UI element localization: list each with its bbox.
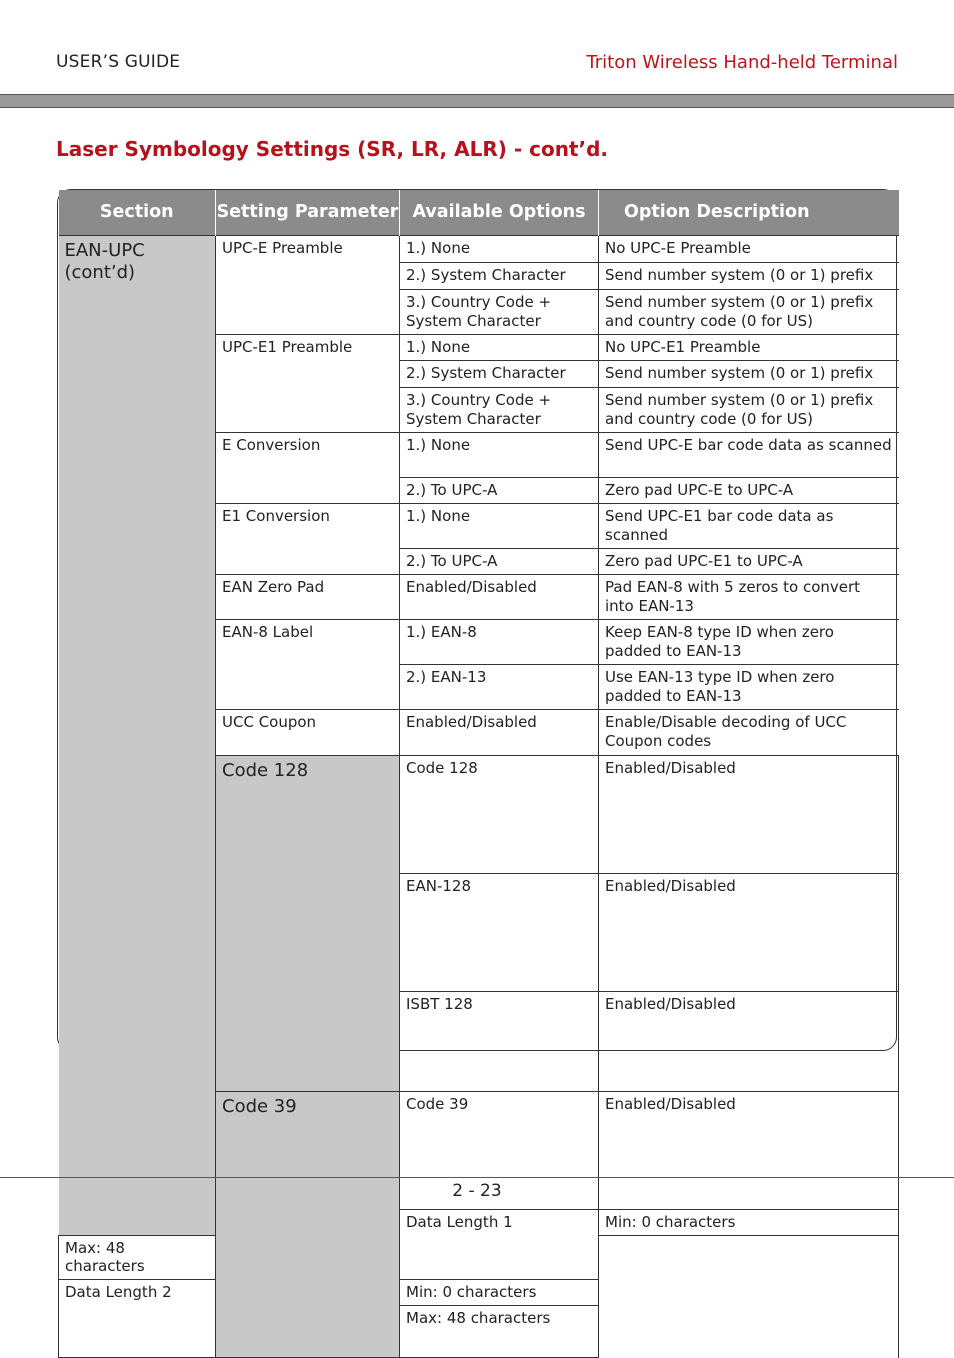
description-cell: Send number system (0 or 1) prefix xyxy=(599,263,899,290)
column-header-section: Section xyxy=(59,190,216,236)
description-cell: Keep EAN-8 type ID when zero padded to EAN-13 xyxy=(599,620,899,665)
section-cell-ean-upc: EAN-UPC (cont’d) xyxy=(59,236,216,1236)
parameter-cell: UCC Coupon xyxy=(216,710,400,756)
parameter-cell: Code 39 xyxy=(400,1091,599,1209)
option-cell: 1.) None xyxy=(400,504,599,549)
table-row xyxy=(59,1279,899,1305)
description-cell: Zero pad UPC-E1 to UPC-A xyxy=(599,549,899,575)
option-cell: 1.) EAN-8 xyxy=(400,620,599,665)
option-cell: 2.) To UPC-A xyxy=(400,478,599,504)
description-cell: Send UPC-E1 bar code data as scanned xyxy=(599,504,899,549)
option-cell: Enabled/Disabled xyxy=(599,1091,899,1209)
description-cell: Enable/Disable decoding of UCC Coupon codes xyxy=(599,710,899,756)
option-cell: Min: 0 characters xyxy=(599,1209,899,1235)
description-cell: Send number system (0 or 1) prefix and country code (0 for US) xyxy=(599,290,899,335)
option-cell: Enabled/Disabled xyxy=(400,710,599,756)
parameter-cell: EAN-128 xyxy=(400,874,599,992)
option-cell: Enabled/Disabled xyxy=(599,874,899,992)
description-cell: Use EAN-13 type ID when zero padded to EAN-13 xyxy=(599,665,899,710)
parameter-cell: E1 Conversion xyxy=(216,504,400,575)
header-product-title: Triton Wireless Hand-held Terminal xyxy=(586,52,898,73)
option-cell: Max: 48 characters xyxy=(59,1235,216,1279)
table-header-row xyxy=(59,190,899,236)
parameter-cell: Data Length 2 xyxy=(59,1279,216,1357)
option-cell: 1.) None xyxy=(400,433,599,478)
parameter-cell: EAN Zero Pad xyxy=(216,575,400,620)
column-header-options: Available Options xyxy=(400,190,599,236)
section-cell-code-128: Code 128 xyxy=(216,756,400,1092)
description-cell: No UPC-E Preamble xyxy=(599,236,899,263)
section-cell-code-39: Code 39 xyxy=(216,1091,400,1357)
option-cell: Max: 48 characters xyxy=(400,1305,599,1357)
option-cell: Enabled/Disabled xyxy=(599,756,899,874)
option-cell: 1.) None xyxy=(400,335,599,361)
option-cell: 2.) To UPC-A xyxy=(400,549,599,575)
option-cell: 2.) System Character xyxy=(400,361,599,388)
description-cell: Send number system (0 or 1) prefix and country code (0 for US) xyxy=(599,388,899,433)
description-cell: Send number system (0 or 1) prefix xyxy=(599,361,899,388)
parameter-cell: Data Length 1 xyxy=(400,1209,599,1279)
parameter-cell: ISBT 128 xyxy=(400,992,599,1092)
parameter-cell: UPC-E1 Preamble xyxy=(216,335,400,433)
option-cell: Enabled/Disabled xyxy=(599,992,899,1092)
parameter-cell: E Conversion xyxy=(216,433,400,504)
option-cell: Enabled/Disabled xyxy=(400,575,599,620)
description-cell: No UPC-E1 Preamble xyxy=(599,335,899,361)
option-cell: 3.) Country Code + System Character xyxy=(400,388,599,433)
column-header-parameter: Setting Parameter xyxy=(216,190,400,236)
description-cell: Send UPC-E bar code data as scanned xyxy=(599,433,899,478)
parameter-cell: EAN-8 Label xyxy=(216,620,400,710)
option-cell: 1.) None xyxy=(400,236,599,263)
description-cell: Pad EAN-8 with 5 zeros to convert into EAN-13 xyxy=(599,575,899,620)
option-cell: 2.) EAN-13 xyxy=(400,665,599,710)
column-header-description: Option Description xyxy=(599,190,899,236)
parameter-cell: UPC-E Preamble xyxy=(216,236,400,335)
parameter-cell: Code 128 xyxy=(400,756,599,874)
option-cell: Min: 0 characters xyxy=(400,1279,599,1305)
option-cell: 2.) System Character xyxy=(400,263,599,290)
header-divider-bar xyxy=(0,94,954,108)
description-cell: Zero pad UPC-E to UPC-A xyxy=(599,478,899,504)
table-row xyxy=(59,236,899,263)
page-title: Laser Symbology Settings (SR, LR, ALR) - cont’d. xyxy=(56,137,609,161)
footer-divider xyxy=(0,1177,954,1178)
option-cell: 3.) Country Code + System Character xyxy=(400,290,599,335)
header-guide-label: USER’S GUIDE xyxy=(56,52,181,72)
page-number: 2 - 23 xyxy=(452,1181,502,1201)
